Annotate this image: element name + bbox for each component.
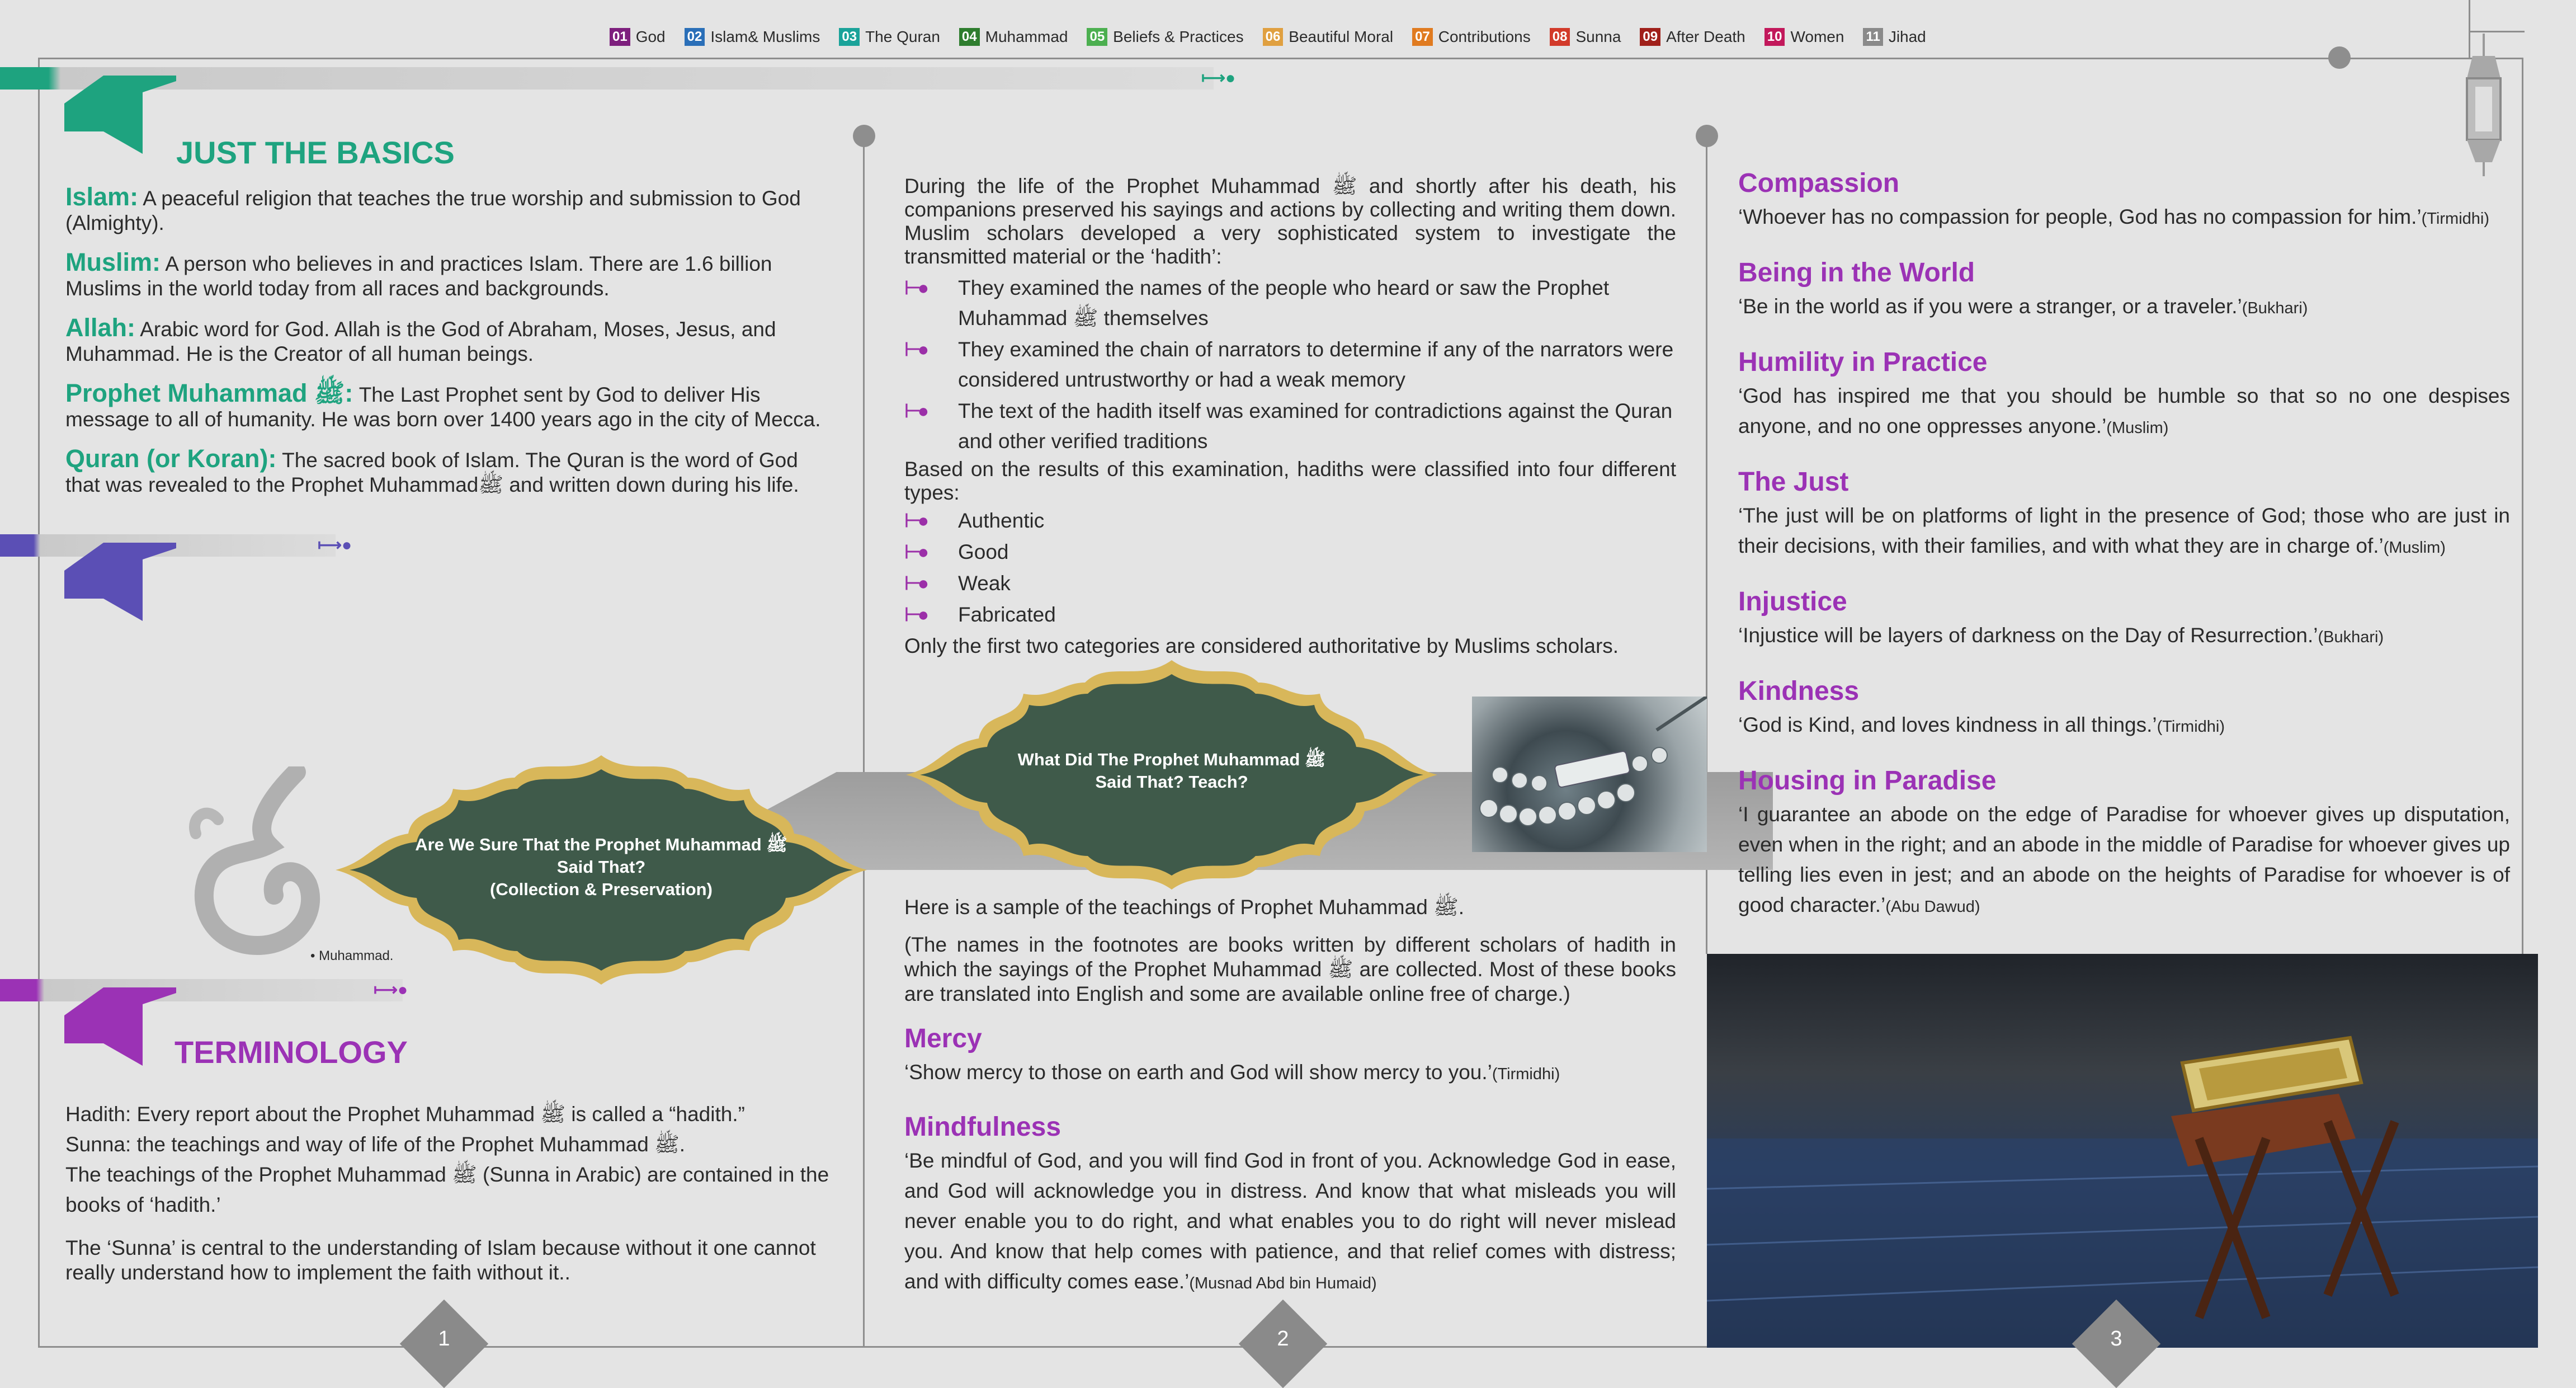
definition-term: Prophet Muhammad ﷺ: bbox=[65, 379, 353, 407]
nav-item-11[interactable] bbox=[1863, 28, 1926, 46]
basics-tab-icon bbox=[64, 76, 176, 154]
teaching-title: Humility in Practice bbox=[1738, 347, 1988, 377]
basics-title: JUST THE BASICS bbox=[176, 135, 455, 170]
nav-item-7[interactable] bbox=[1412, 28, 1531, 46]
terminology-line: Sunna: the teachings and way of life of the Prophet Muhammad ﷺ. bbox=[65, 1133, 686, 1156]
nav-label: Contributions bbox=[1438, 28, 1531, 45]
beads-icon bbox=[1472, 697, 1707, 852]
nav-item-2[interactable] bbox=[685, 28, 820, 46]
nav-number: 08 bbox=[1550, 28, 1570, 46]
teaching-quote: ‘Be mindful of God, and you will find God in front of you. Acknowledge God in ease, and God will acknowledge you in distress. And know that what misleads you will never enable you to do right, and what enables you to do right will never mislead you. And know that help comes with patience, and that relief comes with distress; and with difficulty comes ease.’ bbox=[904, 1149, 1676, 1293]
bullet-text: Authentic bbox=[958, 509, 1045, 532]
nav-number: 05 bbox=[1087, 28, 1107, 46]
column-2-top bbox=[904, 175, 1676, 661]
bullet-arrow-icon: ⊢● bbox=[904, 604, 926, 625]
banner-teach-text: What Did The Prophet Muhammad ﷺ Said That? Teach? bbox=[1017, 750, 1326, 792]
bullet-arrow-icon: ⊢● bbox=[904, 339, 926, 360]
bullet-arrow-icon: ⊢● bbox=[904, 542, 926, 563]
calligraphy-caption: • Muhammad. bbox=[310, 948, 394, 963]
terminology-last: The ‘Sunna’ is central to the understanding of Islam because without it one cannot really understand how to implement the faith without it.. bbox=[65, 1236, 816, 1284]
hadith-types-list bbox=[904, 506, 1676, 630]
terminology-bar-arrow-icon: ⟼● bbox=[374, 981, 408, 999]
teaching-title: Kindness bbox=[1738, 676, 1860, 706]
teaching-quote: ‘God has inspired me that you should be humble so that so no one despises anyone, and no one oppresses anyone.’ bbox=[1738, 384, 2510, 437]
bullet-arrow-icon: ⊢● bbox=[904, 401, 926, 422]
authoritative-note: Only the first two categories are considered authoritative by Muslims scholars. bbox=[904, 634, 1619, 657]
nav-label: After Death bbox=[1666, 28, 1745, 45]
top-right-line-h bbox=[2469, 31, 2525, 32]
definition-term: Islam: bbox=[65, 182, 139, 211]
nav-item-3[interactable] bbox=[839, 28, 940, 46]
nav-label: God bbox=[635, 28, 666, 45]
bullet-arrow-icon: ⊢● bbox=[904, 573, 926, 594]
muhammad-calligraphy-icon bbox=[185, 766, 330, 968]
definition-text: Arabic word for God. Allah is the God of Abraham, Moses, Jesus, and Muhammad. He is the Creator of all human beings. bbox=[65, 318, 776, 365]
definition-term: Muslim: bbox=[65, 248, 161, 276]
teaching-quote-block bbox=[904, 1057, 1676, 1089]
definition-text: The Last Prophet sent by God to deliver His message to all of humanity. He was born over 1400 years ago in the city of Mecca. bbox=[65, 383, 821, 431]
teaching-item bbox=[1738, 168, 2510, 234]
definition bbox=[65, 182, 837, 236]
teaching-quote: ‘Show mercy to those on earth and God will show mercy to you.’ bbox=[904, 1061, 1492, 1084]
chapter-nav bbox=[610, 28, 1926, 46]
nav-item-5[interactable] bbox=[1087, 28, 1243, 46]
nav-number: 09 bbox=[1640, 28, 1660, 46]
teaching-title: Compassion bbox=[1738, 168, 1900, 198]
teaching-quote: ‘The just will be on platforms of light in the presence of God; those who are just in their decisions, with their families, and with what they are in charge of.’ bbox=[1738, 504, 2510, 557]
divider-dot-1 bbox=[853, 125, 875, 147]
terminology-line: Hadith: Every report about the Prophet Muhammad ﷺ is called a “hadith.” bbox=[65, 1103, 745, 1126]
teaching-title: The Just bbox=[1738, 467, 1849, 497]
definition-term: Allah: bbox=[65, 313, 136, 342]
nav-label: Islam& Muslims bbox=[710, 28, 820, 45]
nav-label: Beautiful Moral bbox=[1289, 28, 1394, 45]
names-note: (The names in the footnotes are books written by different scholars of hadith in which the sayings of the Prophet Muhammad ﷺ are collected. Most of these books are translated into English and some are available online free of charge.) bbox=[904, 933, 1676, 1005]
definition-text: The sacred book of Islam. The Quran is the word of God that was revealed to the Prophet Muhammadﷺ and written down during his life. bbox=[65, 449, 799, 496]
teachings-list-3 bbox=[1738, 168, 2510, 945]
bullet-item bbox=[904, 537, 1676, 567]
teaching-source: (Muslim) bbox=[2106, 419, 2169, 437]
teaching-source: (Abu Dawud) bbox=[1885, 898, 1980, 916]
bullet-text: Good bbox=[958, 540, 1009, 563]
teaching-title: Housing in Paradise bbox=[1738, 766, 1997, 796]
teaching-quote-block bbox=[1738, 381, 2510, 443]
definition-text: A person who believes in and practices Islam. There are 1.6 billion Muslims in the world today from all races and backgrounds. bbox=[65, 252, 772, 300]
teaching-source: (Bukhari) bbox=[2318, 628, 2384, 646]
nav-label: The Quran bbox=[865, 28, 940, 45]
teaching-source: (Bukhari) bbox=[2242, 299, 2308, 317]
teaching-item bbox=[1738, 586, 2510, 652]
banner-collection-text: Are We Sure That the Prophet Muhammad ﷺ Said That? (Collection & Preservation) bbox=[415, 835, 787, 899]
bullet-item bbox=[904, 335, 1676, 395]
page-number-1: 1 bbox=[438, 1327, 450, 1351]
quran-stand-image bbox=[1707, 954, 2538, 1348]
nav-item-10[interactable] bbox=[1764, 28, 1844, 46]
definition bbox=[65, 250, 837, 301]
hadith-intro: During the life of the Prophet Muhammad ﷺ and shortly after his death, his companions preserved his sayings and actions by collecting and writing them down. Muslim scholars developed a very sophisticated system to investigate the transmitted material or the ‘hadith’: bbox=[904, 175, 1677, 268]
definition bbox=[65, 446, 837, 497]
nav-item-4[interactable] bbox=[959, 28, 1068, 46]
bullet-text: Fabricated bbox=[958, 603, 1056, 626]
teaching-quote-block bbox=[1738, 501, 2510, 563]
page-number-3: 3 bbox=[2110, 1327, 2122, 1351]
nav-label: Sunna bbox=[1575, 28, 1621, 45]
purple-bar-1-arrow-icon: ⟼● bbox=[318, 536, 352, 554]
bullet-arrow-icon: ⊢● bbox=[904, 277, 926, 299]
teaching-quote-block bbox=[904, 1146, 1676, 1298]
teaching-item bbox=[904, 1023, 1676, 1089]
rehal-icon bbox=[1707, 954, 2538, 1348]
teaching-source: (Tirmidhi) bbox=[2157, 718, 2225, 736]
prayer-beads-image bbox=[1472, 697, 1707, 852]
nav-label: Jihad bbox=[1888, 28, 1926, 45]
column-divider-1 bbox=[863, 137, 865, 1348]
bullet-text: Weak bbox=[958, 572, 1011, 595]
page-number-2: 2 bbox=[1277, 1327, 1289, 1351]
definitions-list bbox=[65, 182, 837, 512]
teaching-source: (Tirmidhi) bbox=[1492, 1065, 1560, 1083]
lantern-icon bbox=[2453, 34, 2514, 179]
bullet-text: They examined the chain of narrators to determine if any of the narrators were considered untrustworthy or had a weak memory bbox=[958, 338, 1674, 391]
teaching-quote-block bbox=[1738, 291, 2510, 323]
teaching-source: (Musnad Abd bin Humaid) bbox=[1189, 1274, 1377, 1292]
teaching-source: (Muslim) bbox=[2383, 539, 2446, 557]
terminology-line: The teachings of the Prophet Muhammad ﷺ (Sunna in Arabic) are contained in the books of ‘hadith.’ bbox=[65, 1163, 829, 1216]
teaching-item bbox=[1738, 257, 2510, 323]
bullet-text: The text of the hadith itself was examined for contradictions against the Quran and other verified traditions bbox=[958, 399, 1673, 453]
nav-number: 03 bbox=[839, 28, 860, 46]
nav-item-9[interactable] bbox=[1640, 28, 1745, 46]
teaching-title: Mindfulness bbox=[904, 1112, 1061, 1142]
definition bbox=[65, 381, 837, 432]
sample-intro: Here is a sample of the teachings of Prophet Muhammad ﷺ. bbox=[904, 896, 1465, 919]
teaching-source: (Tirmidhi) bbox=[2421, 210, 2489, 228]
column-2-bottom bbox=[904, 892, 1676, 1321]
bullet-item bbox=[904, 600, 1676, 630]
teaching-quote: ‘Whoever has no compassion for people, God has no compassion for him.’ bbox=[1738, 205, 2422, 228]
teaching-title: Mercy bbox=[904, 1024, 982, 1053]
bullet-item bbox=[904, 396, 1676, 457]
nav-item-8[interactable] bbox=[1550, 28, 1621, 46]
teaching-title: Injustice bbox=[1738, 587, 1847, 617]
basics-bar bbox=[0, 67, 1214, 90]
teaching-item bbox=[1738, 765, 2510, 922]
terminology-title: TERMINOLOGY bbox=[174, 1034, 408, 1070]
indigo-tab-icon bbox=[64, 543, 176, 621]
teaching-item bbox=[1738, 347, 2510, 443]
nav-number: 04 bbox=[959, 28, 980, 46]
definition bbox=[65, 313, 837, 366]
basics-bar-arrow-icon: ⟼● bbox=[1201, 69, 1236, 87]
teaching-quote: ‘I guarantee an abode on the edge of Paradise for whoever gives up disputation, even when in the right; and an abode in the middle of Paradise for whoever gives up telling lies even in jest; and an abode on the heights of Paradise for whoever is of good character.’ bbox=[1738, 803, 2510, 916]
nav-number: 01 bbox=[610, 28, 630, 46]
nav-label: Women bbox=[1790, 28, 1844, 45]
bullet-item bbox=[904, 506, 1676, 536]
bullet-text: They examined the names of the people who heard or saw the Prophet Muhammad ﷺ themselves bbox=[958, 276, 1610, 330]
bullet-item bbox=[904, 568, 1676, 599]
nav-number: 02 bbox=[685, 28, 705, 46]
bullet-arrow-icon: ⊢● bbox=[904, 510, 926, 531]
nav-number: 11 bbox=[1863, 28, 1883, 46]
teaching-title: Being in the World bbox=[1738, 258, 1975, 288]
definition-text: A peaceful religion that teaches the true worship and submission to God (Almighty). bbox=[65, 187, 801, 234]
terminology-body bbox=[65, 1099, 840, 1285]
based-paragraph: Based on the results of this examination, hadiths were classified into four different types: bbox=[904, 458, 1676, 504]
teaching-quote: ‘Be in the world as if you were a stranger, or a traveler.’ bbox=[1738, 295, 2242, 318]
teaching-quote: ‘Injustice will be layers of darkness on the Day of Resurrection.’ bbox=[1738, 624, 2318, 647]
terminology-tab-icon bbox=[64, 987, 176, 1066]
teaching-item bbox=[904, 1112, 1676, 1298]
teaching-quote-block bbox=[1738, 799, 2510, 922]
frame-dot-right bbox=[2328, 46, 2351, 69]
teaching-quote-block bbox=[1738, 202, 2510, 234]
nav-label: Beliefs & Practices bbox=[1113, 28, 1244, 45]
teaching-item bbox=[1738, 467, 2510, 563]
teaching-quote: ‘God is Kind, and loves kindness in all things.’ bbox=[1738, 713, 2157, 736]
nav-number: 10 bbox=[1764, 28, 1785, 46]
definition-term: Quran (or Koran): bbox=[65, 444, 277, 473]
teaching-quote-block bbox=[1738, 620, 2510, 652]
teachings-list-2 bbox=[904, 1023, 1676, 1298]
bullet-item bbox=[904, 273, 1676, 333]
divider-dot-2 bbox=[1696, 125, 1718, 147]
nav-item-6[interactable] bbox=[1263, 28, 1393, 46]
examination-list bbox=[904, 273, 1676, 457]
teaching-quote-block bbox=[1738, 710, 2510, 742]
nav-number: 06 bbox=[1263, 28, 1284, 46]
teaching-item bbox=[1738, 676, 2510, 742]
nav-item-1[interactable] bbox=[610, 28, 666, 46]
nav-number: 07 bbox=[1412, 28, 1433, 46]
nav-label: Muhammad bbox=[985, 28, 1068, 45]
